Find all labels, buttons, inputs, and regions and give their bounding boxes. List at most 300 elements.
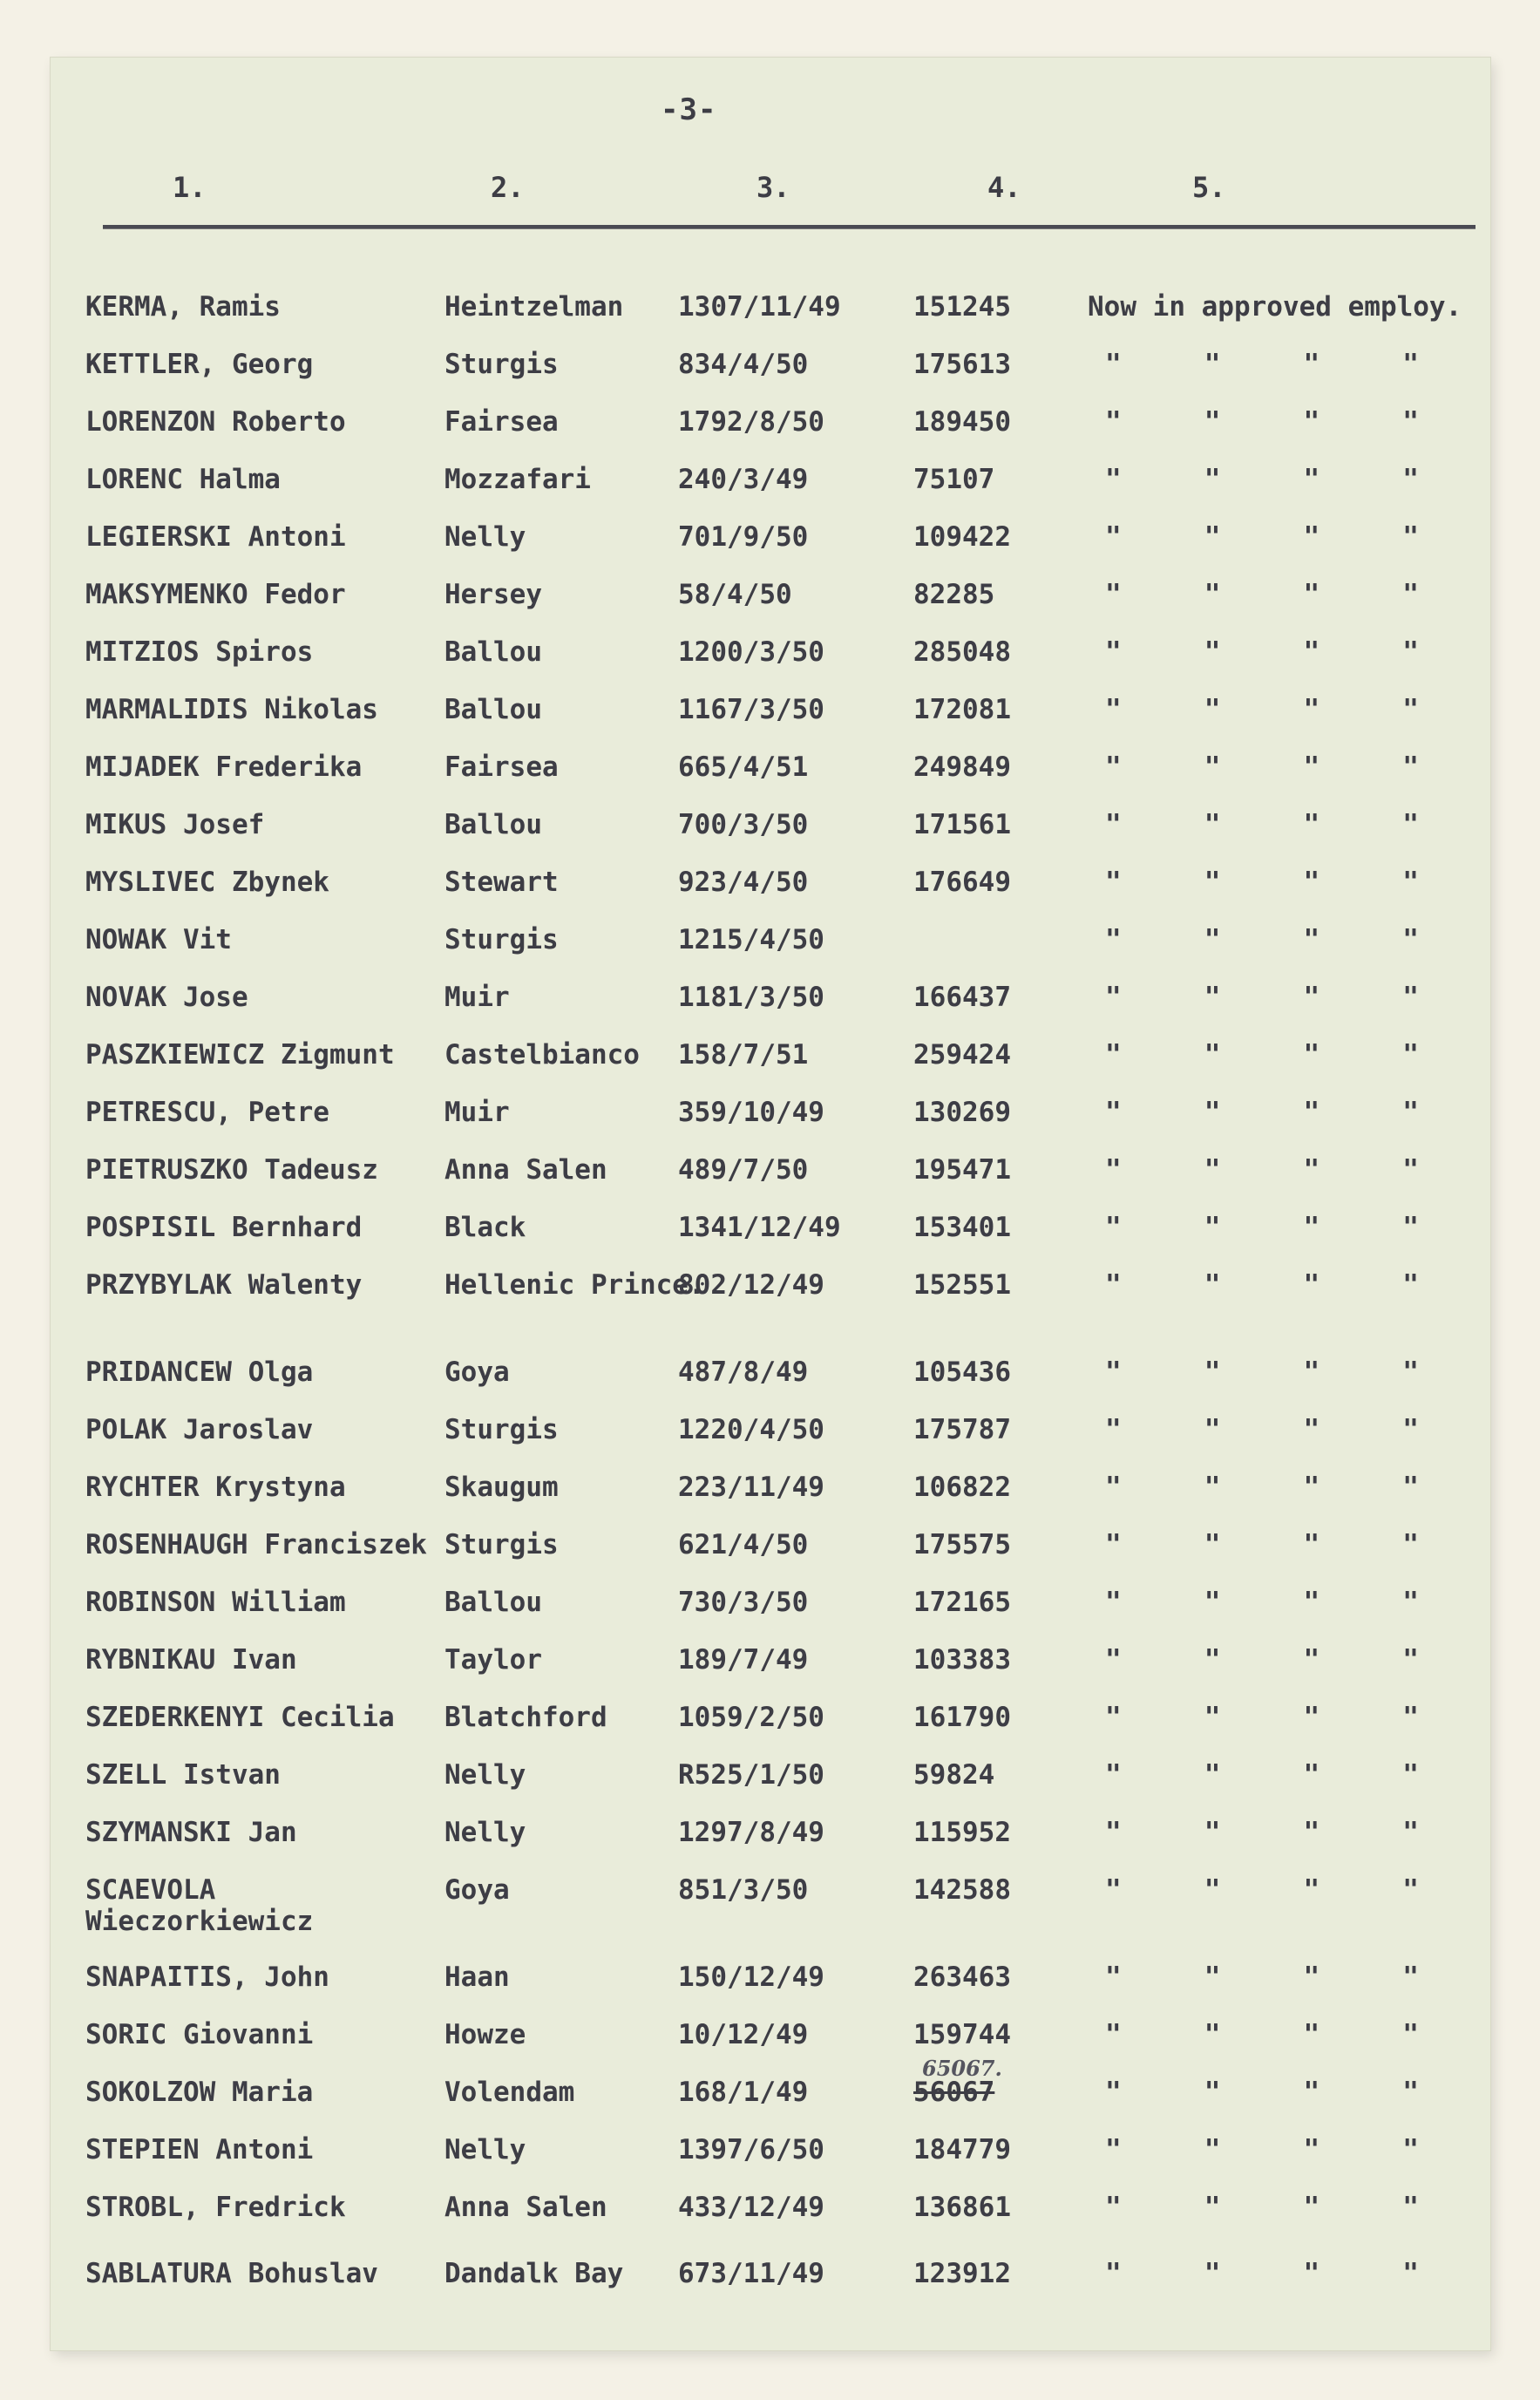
employment-status [1088,1472,1489,1503]
reference-number: 223/11/49 [678,1472,824,1503]
reference-number: 1059/2/50 [678,1702,824,1733]
ditto-mark: " [1303,694,1320,725]
employment-status [1088,1356,1489,1388]
ship-name: Ballou [444,694,542,725]
person-name: RYCHTER Krystyna [85,1472,346,1503]
reference-number: 1341/12/49 [678,1212,841,1243]
ditto-mark: " [1204,406,1221,438]
reference-number: 923/4/50 [678,867,809,898]
ditto-mark: " [1303,1154,1320,1186]
ditto-mark: " [1402,1472,1419,1503]
column-header-5: 5. [1192,171,1226,204]
ship-name: Goya [444,1874,510,1906]
reference-number: 1397/6/50 [678,2134,824,2165]
registration-number: 123912 [913,2258,1011,2289]
reference-number: 433/12/49 [678,2192,824,2223]
person-name: KERMA, Ramis [85,291,281,323]
ditto-mark: " [1204,579,1221,610]
ditto-mark: " [1402,579,1419,610]
ditto-mark: " [1105,636,1122,668]
ship-name: Taylor [444,1644,542,1676]
ditto-mark: " [1204,636,1221,668]
person-name: ROBINSON William [85,1587,346,1618]
person-name: LORENC Halma [85,464,281,495]
ditto-mark: " [1204,521,1221,553]
ship-name: Ballou [444,1587,542,1618]
ditto-mark: " [1204,349,1221,380]
page-number: -3- [661,92,717,127]
employment-status [1088,1039,1489,1071]
table-row [51,924,1490,976]
ship-name: Ballou [444,636,542,668]
registration-number: 105436 [913,1356,1011,1388]
ditto-mark: " [1303,751,1320,783]
person-name: PIETRUSZKO Tadeusz [85,1154,378,1186]
person-name: MAKSYMENKO Fedor [85,579,346,610]
person-name: SNAPAITIS, John [85,1961,329,1993]
registration-number: 136861 [913,2192,1011,2223]
table-row [51,464,1490,516]
ditto-mark: " [1402,2019,1419,2050]
ditto-mark: " [1204,1269,1221,1301]
employment-status [1088,2258,1489,2289]
ditto-mark: " [1402,521,1419,553]
table-row [51,2134,1490,2186]
ditto-mark: " [1105,694,1122,725]
reference-number: 1181/3/50 [678,982,824,1013]
ditto-mark: " [1204,464,1221,495]
ditto-mark: " [1105,1759,1122,1791]
reference-number: 700/3/50 [678,809,809,840]
employment-status [1088,1759,1489,1791]
ditto-mark: " [1204,751,1221,783]
registration-number: 152551 [913,1269,1011,1301]
ditto-mark: " [1105,2019,1122,2050]
ditto-mark: " [1204,867,1221,898]
ditto-mark: " [1402,2192,1419,2223]
ditto-mark: " [1105,349,1122,380]
registration-number: 159744 [913,2019,1011,2050]
table-row [51,1472,1490,1524]
ditto-mark: " [1402,1529,1419,1560]
ditto-mark: " [1402,1097,1419,1128]
ditto-mark: " [1105,2192,1122,2223]
ditto-mark: " [1303,2192,1320,2223]
ditto-mark: " [1105,867,1122,898]
ship-name: Hersey [444,579,542,610]
ditto-mark: " [1105,1874,1122,1906]
table-row [51,2258,1490,2310]
employment-status [1088,1874,1489,1906]
document-page [51,58,1490,2350]
ditto-mark: " [1204,1414,1221,1445]
ditto-mark: " [1303,1356,1320,1388]
employment-status [1088,349,1489,380]
ditto-mark: " [1105,579,1122,610]
reference-number: 701/9/50 [678,521,809,553]
registration-number: 161790 [913,1702,1011,1733]
ditto-mark: " [1303,2077,1320,2108]
ditto-mark: " [1402,1212,1419,1243]
reference-number: 489/7/50 [678,1154,809,1186]
ditto-mark: " [1204,694,1221,725]
ditto-mark: " [1204,2134,1221,2165]
ditto-mark: " [1204,924,1221,955]
ditto-mark: " [1402,867,1419,898]
table-row [51,521,1490,574]
person-name: PRIDANCEW Olga [85,1356,314,1388]
employment-status [1088,694,1489,725]
ship-name: Heintzelman [444,291,624,323]
ditto-mark: " [1402,1817,1419,1848]
ditto-mark: " [1105,1817,1122,1848]
ditto-mark: " [1105,1154,1122,1186]
ditto-mark: " [1204,1097,1221,1128]
registration-number: 259424 [913,1039,1011,1071]
reference-number: 621/4/50 [678,1529,809,1560]
person-name: PETRESCU, Petre [85,1097,329,1128]
ditto-mark: " [1303,867,1320,898]
ditto-mark: " [1105,1414,1122,1445]
ditto-mark: " [1204,1212,1221,1243]
employment-status [1088,2019,1489,2050]
ditto-mark: " [1303,521,1320,553]
ditto-mark: " [1303,464,1320,495]
employment-status [1088,1269,1489,1301]
registration-number: 103383 [913,1644,1011,1676]
ship-name: Sturgis [444,924,559,955]
reference-number: 851/3/50 [678,1874,809,1906]
registration-number: 285048 [913,636,1011,668]
table-row [51,982,1490,1034]
reference-number: 58/4/50 [678,579,792,610]
person-name: SOKOLZOW Maria [85,2077,314,2108]
table-row [51,1356,1490,1409]
ditto-mark: " [1402,2134,1419,2165]
reference-number: 240/3/49 [678,464,809,495]
registration-number: 184779 [913,2134,1011,2165]
reference-number: 1167/3/50 [678,694,824,725]
ship-name: Sturgis [444,349,559,380]
employment-status [1088,636,1489,668]
ditto-mark: " [1402,2077,1419,2108]
ship-name: Skaugum [444,1472,559,1503]
person-name: STEPIEN Antoni [85,2134,314,2165]
employment-status [1088,2134,1489,2165]
ship-name: Nelly [444,521,526,553]
ditto-mark: " [1303,1039,1320,1071]
column-header-1: 1. [173,171,207,204]
table-row [51,1759,1490,1812]
ditto-mark: " [1105,1529,1122,1560]
employment-status [1088,1414,1489,1445]
ditto-mark: " [1402,1644,1419,1676]
column-header-4: 4. [987,171,1021,204]
ship-name: Nelly [444,1759,526,1791]
person-name: MYSLIVEC Zbynek [85,867,329,898]
ditto-mark: " [1303,636,1320,668]
column-header-2: 2. [491,171,525,204]
ditto-mark: " [1105,464,1122,495]
person-name: NOWAK Vit [85,924,232,955]
ditto-mark: " [1303,349,1320,380]
person-name: SZYMANSKI Jan [85,1817,297,1848]
registration-number: 109422 [913,521,1011,553]
ship-name: Mozzafari [444,464,591,495]
ditto-mark: " [1105,1212,1122,1243]
ditto-mark: " [1204,1759,1221,1791]
ditto-mark: " [1303,406,1320,438]
ditto-mark: " [1402,924,1419,955]
ditto-mark: " [1402,1874,1419,1906]
registration-number: 189450 [913,406,1011,438]
registration-number: 175575 [913,1529,1011,1560]
ditto-mark: " [1204,2077,1221,2108]
person-name: PRZYBYLAK Walenty [85,1269,363,1301]
registration-number: 106822 [913,1472,1011,1503]
handwritten-correction: 65067. [922,2056,1002,2081]
ditto-mark: " [1105,1644,1122,1676]
registration-number: 176649 [913,867,1011,898]
ditto-mark: " [1402,1702,1419,1733]
ditto-mark: " [1204,1472,1221,1503]
employment-status [1088,406,1489,438]
person-name: POSPISIL Bernhard [85,1212,363,1243]
ditto-mark: " [1105,1269,1122,1301]
table-row [51,1039,1490,1091]
ditto-mark: " [1303,982,1320,1013]
ditto-mark: " [1402,751,1419,783]
employment-status [1088,1961,1489,1993]
employment-status [1088,1212,1489,1243]
table-row [51,1644,1490,1696]
ditto-mark: " [1402,809,1419,840]
ship-name: Anna Salen [444,2192,607,2223]
registration-number: 142588 [913,1874,1011,1906]
registration-number: 130269 [913,1097,1011,1128]
ditto-mark: " [1204,2192,1221,2223]
person-name: MITZIOS Spiros [85,636,314,668]
ship-name: Fairsea [444,751,559,783]
table-row [51,1874,1490,1937]
ditto-mark: " [1303,1414,1320,1445]
ship-name: Sturgis [444,1414,559,1445]
reference-number: 150/12/49 [678,1961,824,1993]
ditto-mark: " [1105,2134,1122,2165]
ship-name: Nelly [444,2134,526,2165]
ditto-mark: " [1303,1759,1320,1791]
ditto-mark: " [1303,1097,1320,1128]
employment-status [1088,521,1489,553]
person-name: MIKUS Josef [85,809,265,840]
employment-status [1088,1587,1489,1618]
ditto-mark: " [1402,982,1419,1013]
ditto-mark: " [1105,924,1122,955]
table-row [51,2019,1490,2071]
ditto-mark: " [1303,1472,1320,1503]
ditto-mark: " [1303,924,1320,955]
ditto-mark: " [1204,1529,1221,1560]
table-row [51,867,1490,919]
table-row [51,1097,1490,1149]
ditto-mark: " [1204,1644,1221,1676]
employment-status [1088,924,1489,955]
person-name: SABLATURA Bohuslav [85,2258,378,2289]
person-name: LORENZON Roberto [85,406,346,438]
table-row [51,1702,1490,1754]
employment-status [1088,464,1489,495]
ditto-mark: " [1105,1472,1122,1503]
reference-number: 487/8/49 [678,1356,809,1388]
employment-status [1088,2077,1489,2108]
registration-number: 75107 [913,464,995,495]
reference-number: 665/4/51 [678,751,809,783]
ditto-mark: " [1402,1587,1419,1618]
ditto-mark: " [1402,349,1419,380]
employment-status [1088,867,1489,898]
ship-name: Fairsea [444,406,559,438]
table-row [51,349,1490,401]
ditto-mark: " [1303,1961,1320,1993]
registration-number: 166437 [913,982,1011,1013]
person-name: SCAEVOLA Wieczorkiewicz [85,1874,314,1937]
ditto-mark: " [1204,809,1221,840]
reference-number: R525/1/50 [678,1759,824,1791]
person-name: ROSENHAUGH Franciszek [85,1529,427,1560]
employment-status [1088,1644,1489,1676]
registration-number: 195471 [913,1154,1011,1186]
ditto-mark: " [1105,521,1122,553]
employment-status [1088,751,1489,783]
registration-number: 151245 [913,291,1011,323]
ship-name: Sturgis [444,1529,559,1560]
ditto-mark: " [1402,464,1419,495]
ditto-mark: " [1402,1759,1419,1791]
ditto-mark: " [1105,2077,1122,2108]
employment-status [1088,2192,1489,2223]
reference-number: 168/1/49 [678,2077,809,2108]
header-rule [103,225,1476,229]
ditto-mark: " [1402,694,1419,725]
reference-number: 1792/8/50 [678,406,824,438]
ship-name: Muir [444,982,510,1013]
ditto-mark: " [1105,2258,1122,2289]
registration-number: 82285 [913,579,995,610]
ditto-mark: " [1303,809,1320,840]
ditto-mark: " [1105,1961,1122,1993]
ditto-mark: " [1402,1269,1419,1301]
registration-number: 175787 [913,1414,1011,1445]
registration-number: 171561 [913,809,1011,840]
ditto-mark: " [1105,1097,1122,1128]
table-row [51,694,1490,746]
ditto-mark: " [1105,1702,1122,1733]
ship-name: Stewart [444,867,559,898]
table-row [51,291,1490,343]
ditto-mark: " [1402,636,1419,668]
registration-number: 175613 [913,349,1011,380]
ditto-mark: " [1204,1817,1221,1848]
person-name: PASZKIEWICZ Zigmunt [85,1039,395,1071]
table-row [51,1587,1490,1639]
person-name: RYBNIKAU Ivan [85,1644,297,1676]
ditto-mark: " [1303,2258,1320,2289]
table-row [51,1817,1490,1869]
ditto-mark: " [1204,1961,1221,1993]
ditto-mark: " [1303,2019,1320,2050]
table-row [51,1269,1490,1322]
registration-number: 56067 [913,2077,995,2108]
ship-name: Black [444,1212,526,1243]
ship-name: Haan [444,1961,510,1993]
registration-number: 172165 [913,1587,1011,1618]
registration-number: 249849 [913,751,1011,783]
ship-name: Volendam [444,2077,575,2108]
reference-number: 10/12/49 [678,2019,809,2050]
employment-status [1088,809,1489,840]
ditto-mark: " [1204,1587,1221,1618]
person-name: KETTLER, Georg [85,349,314,380]
ship-name: Anna Salen [444,1154,607,1186]
person-name: SZEDERKENYI Cecilia [85,1702,395,1733]
table-row [51,579,1490,631]
reference-number: 834/4/50 [678,349,809,380]
table-row [51,1154,1490,1207]
table-row [51,1212,1490,1264]
column-header-3: 3. [756,171,790,204]
reference-number: 359/10/49 [678,1097,824,1128]
person-name: SORIC Giovanni [85,2019,314,2050]
ditto-mark: " [1402,2258,1419,2289]
table-row [51,406,1490,459]
ditto-mark: " [1402,1039,1419,1071]
reference-number: 1297/8/49 [678,1817,824,1848]
employment-status [1088,579,1489,610]
reference-number: 802/12/49 [678,1269,824,1301]
person-name: MIJADEK Frederika [85,751,363,783]
table-row [51,1529,1490,1581]
ditto-mark: " [1402,1154,1419,1186]
ship-name: Nelly [444,1817,526,1848]
person-name: SZELL Istvan [85,1759,281,1791]
ditto-mark: " [1402,406,1419,438]
ship-name: Dandalk Bay [444,2258,624,2289]
employment-status [1088,1702,1489,1733]
ditto-mark: " [1204,1039,1221,1071]
ditto-mark: " [1402,1414,1419,1445]
ship-name: Howze [444,2019,526,2050]
ditto-mark: " [1402,1356,1419,1388]
table-row [51,1961,1490,2014]
ditto-mark: " [1105,1039,1122,1071]
table-row [51,636,1490,689]
ditto-mark: " [1303,1587,1320,1618]
registration-number: 115952 [913,1817,1011,1848]
registration-number: 153401 [913,1212,1011,1243]
reference-number: 730/3/50 [678,1587,809,1618]
ditto-mark: " [1303,1269,1320,1301]
ditto-mark: " [1303,1644,1320,1676]
ditto-mark: " [1303,2134,1320,2165]
reference-number: 673/11/49 [678,2258,824,2289]
ship-name: Blatchford [444,1702,607,1733]
employment-status [1088,1097,1489,1128]
ditto-mark: " [1204,982,1221,1013]
ditto-mark: " [1105,982,1122,1013]
ditto-mark: " [1204,2258,1221,2289]
employment-status: Now in approved employ. [1088,291,1462,323]
ditto-mark: " [1105,1356,1122,1388]
